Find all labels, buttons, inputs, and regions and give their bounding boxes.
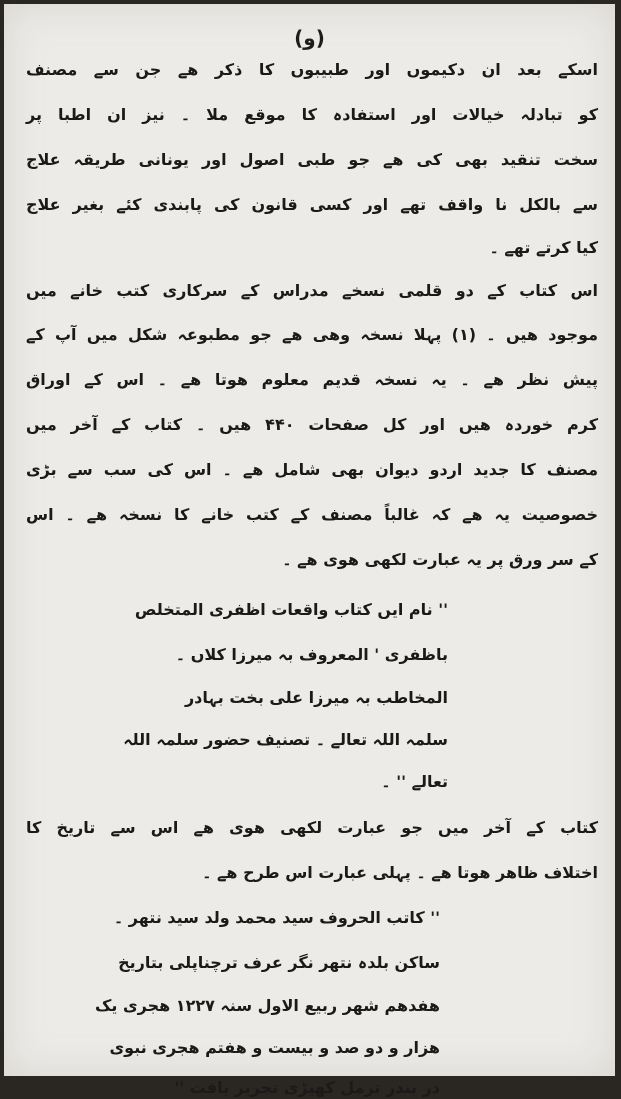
text-line: کیا کرتے تھے ۔	[489, 238, 598, 257]
text-line: سخت تنقید بھی کی ھے جو طبی اصول اور یونانی طریقہ علاج	[26, 150, 598, 169]
document-page	[4, 4, 615, 1097]
quote-line: تعالے '' ۔	[381, 772, 448, 791]
quote-line: '' کاتب الحروف سید محمد ولد سید نتھر ۔	[113, 908, 440, 927]
quote-line: باظفری ' المعروف بہ میرزا کلاں ۔	[175, 645, 448, 664]
text-line: اختلاف ظاھر ھوتا ھے ۔ پہلی عبارت اس طرح ھے ۔	[202, 863, 598, 882]
quote-line: در بندر ترمل کھیڑی تحریر یافت ''	[174, 1078, 440, 1097]
text-line: کو تبادلہ خیالات اور استفادہ کا موقع ملا ۔ نیز ان اطبا پر	[26, 105, 598, 124]
page-number: (و)	[294, 26, 325, 50]
text-line: پیش نظر ھے ۔ یہ نسخہ قدیم معلوم ھوتا ھے ۔ اس کے اوراق	[26, 370, 598, 389]
text-line: موجود ھیں ۔ (۱) پہلا نسخہ وھی ھے جو مطبوعہ شکل میں آپ کے	[26, 325, 598, 344]
text-line: کے سر ورق پر یہ عبارت لکھی ھوی ھے ۔	[282, 550, 598, 569]
text-line: کرم خوردہ ھیں اور کل صفحات ۴۴۰ ھیں ۔ کتاب کے آخر میں	[26, 415, 599, 434]
quote-line: سلمہ اللہ تعالے ۔ تصنیف حضور سلمہ اللہ	[123, 730, 448, 749]
text-line: اسکے بعد ان دکیموں اور طبیبوں کا ذکر ھے جن سے مصنف	[26, 60, 598, 79]
quote-line: المخاطب بہ میرزا علی بخت بہادر	[184, 688, 448, 707]
text-line: خصوصیت یہ ھے کہ غالباً مصنف کے کتب خانے کا نسخہ ھے ۔ اس	[26, 505, 598, 524]
quote-line: ھزار و دو صد و بیست و ھفتم ھجری نبوی	[109, 1038, 440, 1057]
text-line: کتاب کے آخر میں جو عبارت لکھی ھوی ھے اس سے تاریخ کا	[26, 818, 598, 837]
quote-line: هفدهم شهر ربیع الاول سنہ ۱۲۲۷ ھجری یک	[95, 996, 440, 1015]
quote-line: ساکن بلدہ نتھر نگر عرف ترچناپلی بتاریخ	[118, 953, 440, 972]
text-line: مصنف کا جدید اردو دیوان بھی شامل ھے ۔ اس کی سب سے بڑی	[26, 460, 598, 479]
quote-line: '' نام ایں کتاب واقعات اظفری المتخلص	[134, 600, 448, 619]
text-line: اس کتاب کے دو قلمی نسخے مدراس کے سرکاری کتب خانے میں	[26, 281, 598, 300]
text-line: سے بالکل نا واقف تھے اور کسی قانون کی پابندی کئے بغیر علاج	[26, 195, 598, 214]
